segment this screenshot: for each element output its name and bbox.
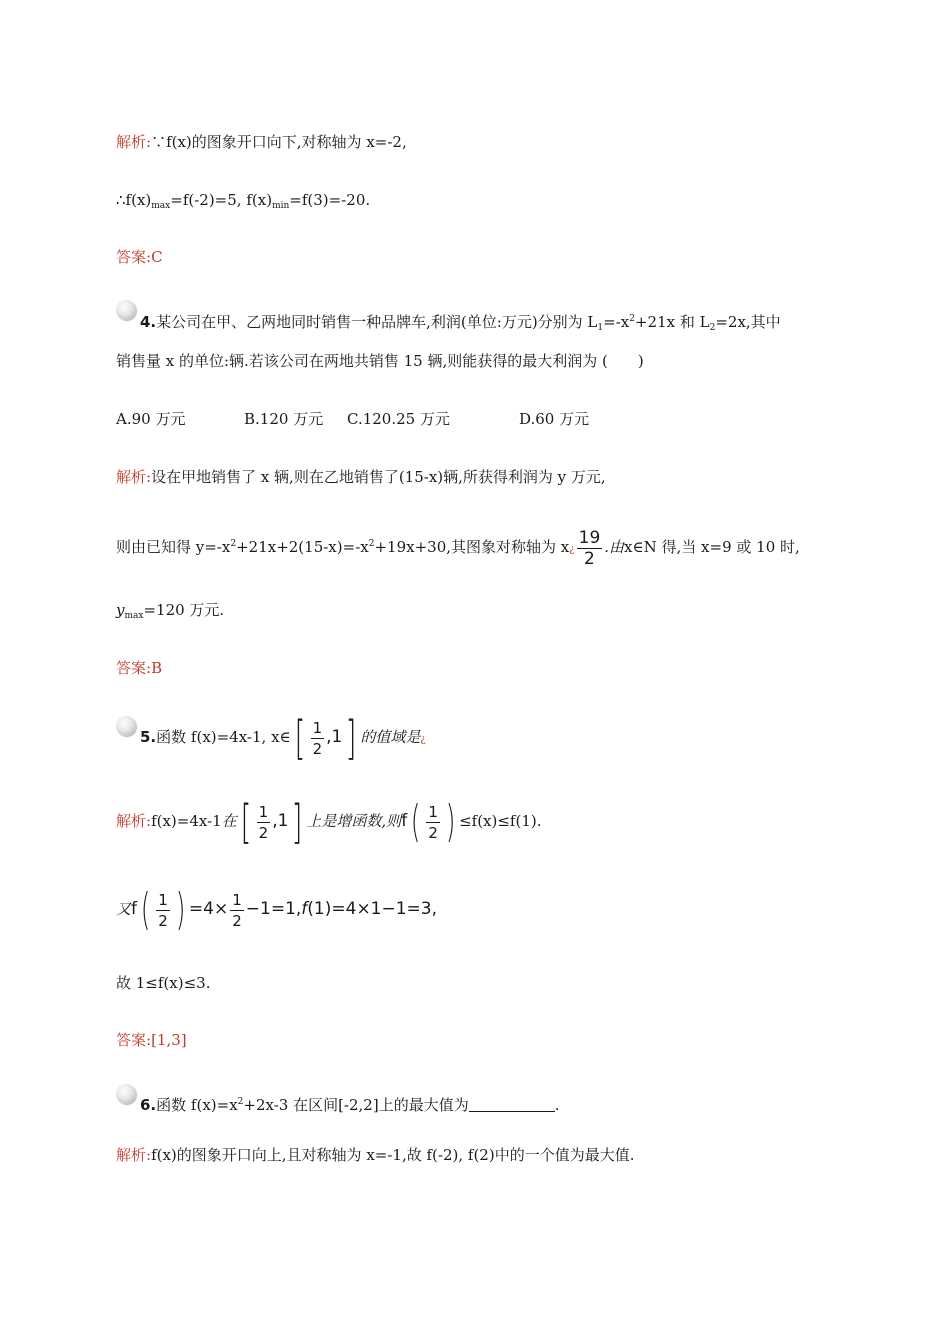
fraction-numerator: 19 <box>578 527 601 548</box>
question-bullet-icon <box>116 1084 136 1104</box>
superscript: 2 <box>230 539 237 549</box>
fraction-denominator: 2 <box>312 739 323 758</box>
fraction-denominator: 2 <box>232 911 242 930</box>
analysis-label: 解析: <box>116 812 152 830</box>
answer-value: [1,3] <box>151 1031 187 1049</box>
superscript: 2 <box>629 314 635 324</box>
right-bracket: ] <box>292 795 303 849</box>
q4-stem-line1 <box>140 308 781 339</box>
fraction-denominator: 2 <box>584 548 595 569</box>
answer-value: C <box>151 248 163 266</box>
ymax-text: =120 万元. <box>143 601 225 619</box>
q6-stem <box>140 1091 560 1116</box>
stem-text: =2x,其中 <box>715 313 781 331</box>
option-b[interactable]: B.120 万元 <box>244 410 324 428</box>
q5-again-line <box>116 884 437 934</box>
answer-label: 答案: <box>116 1031 152 1049</box>
q3-analysis-line <box>116 131 407 153</box>
question-number: 4. <box>140 313 157 331</box>
q5-stem <box>140 712 426 765</box>
analysis-label: 解析: <box>116 468 152 486</box>
q3-therefore-line <box>116 189 370 217</box>
subscript: 2 <box>709 323 716 333</box>
superscript: 2 <box>368 539 375 549</box>
q4-derivation-line <box>116 522 800 572</box>
fraction-1-over-2 <box>156 890 170 931</box>
fraction-numerator: 1 <box>232 890 242 909</box>
q6-analysis-line <box>116 1144 634 1166</box>
again-text: 又 <box>116 900 132 918</box>
stem-text: +2x-3 在区间[-2,2]上的最大值为 <box>243 1096 469 1114</box>
question-number: 6. <box>140 1096 157 1114</box>
function-f: f <box>401 811 408 831</box>
again-text: −1=1, <box>245 899 302 919</box>
interval-end: ,1 <box>326 727 343 747</box>
render-artifact-mark: ¿ <box>569 544 575 555</box>
fraction-denominator: 2 <box>428 823 438 842</box>
question-bullet-icon <box>116 716 136 736</box>
subscript: 1 <box>597 323 604 333</box>
subscript-min: min <box>272 201 290 211</box>
analysis-text: ≤f(x)≤f(1). <box>459 812 542 830</box>
superscript: 2 <box>237 1097 244 1107</box>
stem-text: =-x <box>603 313 630 331</box>
fraction-1-over-2 <box>230 890 244 931</box>
fraction-numerator: 1 <box>158 890 168 909</box>
q4-analysis-line <box>116 466 606 488</box>
analysis-text: f(x)的图象开口向上,且对称轴为 x=-1,故 f(-2), f(2)中的一个值为最大值. <box>151 1146 635 1164</box>
answer-value: B <box>151 659 163 677</box>
question-number: 5. <box>140 728 157 746</box>
fraction-numerator: 1 <box>258 802 269 821</box>
derivation-text: +19x+30,其图象对称轴为 x <box>374 538 570 556</box>
therefore-text: =f(3)=-20. <box>289 191 371 209</box>
analysis-label: 解析: <box>116 133 152 151</box>
q4-options <box>116 408 589 430</box>
left-paren: ( <box>411 796 421 847</box>
left-bracket: [ <box>240 795 252 849</box>
derivation-text: +21x+2(15-x)=-x <box>236 538 369 556</box>
right-bracket: ] <box>345 711 357 765</box>
q3-answer <box>116 246 163 268</box>
analysis-text: f(x)=4x-1 <box>151 812 222 830</box>
option-c[interactable]: C.120.25 万元 <box>347 410 450 428</box>
fraction-1-over-2 <box>257 802 271 843</box>
q5-conclusion: 故 1≤f(x)≤3. <box>116 974 211 992</box>
again-text: (1)=4×1−1=3, <box>307 899 438 919</box>
function-f: f <box>131 899 138 919</box>
right-paren: ) <box>445 796 456 847</box>
analysis-label: 解析: <box>116 1146 152 1164</box>
fraction-1-over-2 <box>426 802 440 843</box>
ymax-variable: y <box>116 601 125 619</box>
therefore-text: ∴f(x) <box>116 191 152 209</box>
derivation-text: x∈N 得,当 x=9 或 10 时, <box>624 538 800 556</box>
render-artifact-mark: ¿ <box>420 734 426 745</box>
left-bracket: [ <box>294 711 306 765</box>
q4-ymax-line <box>116 599 224 627</box>
again-text: =4× <box>188 899 229 919</box>
analysis-text: 在 <box>221 812 237 830</box>
q4-stem-line2: 销售量 x 的单位:辆.若该公司在两地共销售 15 辆,则能获得的最大利润为 ( ) <box>116 352 644 370</box>
right-paren: ) <box>175 884 186 935</box>
stem-text: 函数 f(x)=4x-1, x∈ <box>156 728 291 746</box>
derivation-text: 则由已知得 y=-x <box>116 538 231 556</box>
subscript-max: max <box>124 611 144 621</box>
stem-text: 的值域是 <box>360 728 421 746</box>
fraction-19-over-2 <box>577 528 603 569</box>
analysis-text: ∵f(x)的图象开口向下,对称轴为 x=-2, <box>151 133 407 151</box>
stem-text: . <box>554 1096 560 1114</box>
function-f: f <box>301 899 308 919</box>
therefore-text: =f(-2)=5, f(x) <box>170 191 273 209</box>
analysis-text: 上是增函数,则 <box>306 812 402 830</box>
interval-end: ,1 <box>272 811 289 831</box>
fraction-denominator: 2 <box>258 823 269 842</box>
stem-text: 某公司在甲、乙两地同时销售一种品牌车,利润(单位:万元)分别为 L <box>156 313 598 331</box>
q4-answer <box>116 657 162 679</box>
option-a[interactable]: A.90 万元 <box>116 410 186 428</box>
answer-label: 答案: <box>116 659 152 677</box>
fraction-denominator: 2 <box>158 911 168 930</box>
stem-text: 函数 f(x)=x <box>156 1096 238 1114</box>
answer-blank[interactable] <box>469 1095 555 1112</box>
derivation-text: .由 <box>604 538 625 556</box>
subscript-max: max <box>151 201 171 211</box>
q5-analysis-line <box>116 795 542 849</box>
option-d[interactable]: D.60 万元 <box>519 410 590 428</box>
question-bullet-icon <box>116 300 136 320</box>
answer-label: 答案: <box>116 248 152 266</box>
stem-text: +21x 和 L <box>634 313 710 331</box>
fraction-1-over-2 <box>311 718 325 759</box>
fraction-numerator: 1 <box>312 718 323 737</box>
analysis-text: 设在甲地销售了 x 辆,则在乙地销售了(15-x)辆,所获得利润为 y 万元, <box>151 468 606 486</box>
left-paren: ( <box>140 884 151 935</box>
q5-answer <box>116 1029 187 1051</box>
fraction-numerator: 1 <box>428 802 438 821</box>
